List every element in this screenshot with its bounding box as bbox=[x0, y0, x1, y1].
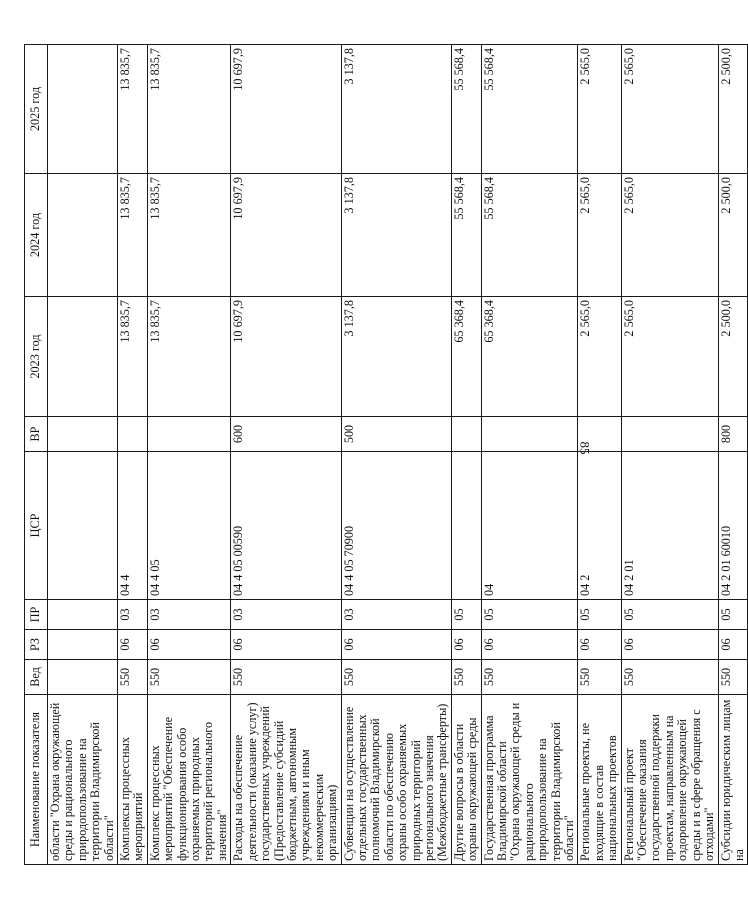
table-body bbox=[48, 45, 748, 865]
cell-ved: 550 bbox=[578, 660, 621, 695]
cell-name: Комплекс процессных мероприятий "Обеспечение функционирования особо охраняемых природных территорий регионального значения" bbox=[147, 695, 230, 865]
cell-2024: 13 835,7 bbox=[147, 174, 230, 297]
table-row bbox=[231, 45, 341, 865]
cell-vr bbox=[481, 417, 578, 452]
cell-pr bbox=[48, 600, 118, 630]
col-vr-header: ВР bbox=[25, 417, 48, 452]
col-2023-header: 2023 год bbox=[25, 297, 48, 417]
cell-rz: 06 bbox=[451, 630, 481, 660]
cell-name: Другие вопросы в области охраны окружающей среды bbox=[451, 695, 481, 865]
cell-name: Региональные проекты, не входящие в состав национальных проектов bbox=[578, 695, 621, 865]
cell-csr: 04 2 01 bbox=[621, 452, 718, 600]
cell-ved: 550 bbox=[481, 660, 578, 695]
cell-ved: 550 bbox=[147, 660, 230, 695]
cell-name: Региональный проект "Обеспечение оказания государственной поддержки проектам, направленным на оздоровление окружающей среды и в сфере обращения с отходами" bbox=[621, 695, 718, 865]
cell-rz: 06 bbox=[341, 630, 451, 660]
cell-2025: 13 835,7 bbox=[147, 45, 230, 174]
cell-rz: 06 bbox=[231, 630, 341, 660]
col-name-header: Наименование показателя bbox=[25, 695, 48, 865]
cell-rz: 06 bbox=[578, 630, 621, 660]
budget-table bbox=[24, 44, 748, 865]
table-row bbox=[451, 45, 481, 865]
cell-pr: 05 bbox=[578, 600, 621, 630]
cell-csr: 04 4 05 70900 bbox=[341, 452, 451, 600]
cell-2023 bbox=[48, 297, 118, 417]
cell-name: Субсидии юридическим лицам на bbox=[718, 695, 748, 865]
col-ved-header: Вед bbox=[25, 660, 48, 695]
table-row bbox=[147, 45, 230, 865]
cell-2025: 2 565,0 bbox=[621, 45, 718, 174]
cell-2023: 65 368,4 bbox=[451, 297, 481, 417]
cell-ved: 550 bbox=[718, 660, 748, 695]
col-2024-header: 2024 год bbox=[25, 174, 48, 297]
cell-csr: 04 bbox=[481, 452, 578, 600]
cell-2023: 3 137,8 bbox=[341, 297, 451, 417]
cell-vr bbox=[147, 417, 230, 452]
cell-ved bbox=[48, 660, 118, 695]
cell-2024: 55 568,4 bbox=[451, 174, 481, 297]
cell-2024 bbox=[48, 174, 118, 297]
cell-rz: 06 bbox=[118, 630, 148, 660]
cell-name: Расходы на обеспечение деятельности (оказание услуг) государственных учреждений (Предоставление субсидий бюджетным, автономным учреждениям и иным некоммерческим организациям) bbox=[231, 695, 341, 865]
cell-ved: 550 bbox=[231, 660, 341, 695]
cell-pr: 05 bbox=[621, 600, 718, 630]
table-row bbox=[341, 45, 451, 865]
cell-2025: 55 568,4 bbox=[451, 45, 481, 174]
page-number: 85 bbox=[577, 441, 593, 455]
cell-rz: 06 bbox=[718, 630, 748, 660]
cell-rz: 06 bbox=[621, 630, 718, 660]
cell-2024: 55 568,4 bbox=[481, 174, 578, 297]
cell-2024: 3 137,8 bbox=[341, 174, 451, 297]
cell-vr bbox=[621, 417, 718, 452]
cell-ved: 550 bbox=[341, 660, 451, 695]
table-row bbox=[118, 45, 148, 865]
cell-vr bbox=[48, 417, 118, 452]
cell-ved: 550 bbox=[118, 660, 148, 695]
cell-2024: 2 565,0 bbox=[621, 174, 718, 297]
cell-2024: 10 697,9 bbox=[231, 174, 341, 297]
cell-pr: 03 bbox=[147, 600, 230, 630]
cell-csr bbox=[48, 452, 118, 600]
table-row bbox=[621, 45, 718, 865]
cell-pr: 05 bbox=[718, 600, 748, 630]
cell-csr: 04 4 05 00590 bbox=[231, 452, 341, 600]
cell-2023: 2 500,0 bbox=[718, 297, 748, 417]
cell-2024: 2 500,0 bbox=[718, 174, 748, 297]
cell-rz: 06 bbox=[147, 630, 230, 660]
cell-2023: 2 565,0 bbox=[621, 297, 718, 417]
cell-2024: 2 565,0 bbox=[578, 174, 621, 297]
cell-rz: 06 bbox=[481, 630, 578, 660]
cell-ved: 550 bbox=[621, 660, 718, 695]
col-2025-header: 2025 год bbox=[25, 45, 48, 174]
col-csr-header: ЦСР bbox=[25, 452, 48, 600]
cell-vr bbox=[118, 417, 148, 452]
cell-vr bbox=[451, 417, 481, 452]
col-rz-header: РЗ bbox=[25, 630, 48, 660]
cell-name: Комплексы процессных мероприятий bbox=[118, 695, 148, 865]
cell-2023: 10 697,9 bbox=[231, 297, 341, 417]
cell-name: Субвенции на осуществление отдельных государственных полномочий Владимирской области по обеспечению охраны особо охраняемых природных территорий регионального значения (Межбюджетные трансферты) bbox=[341, 695, 451, 865]
cell-csr: 04 2 bbox=[578, 452, 621, 600]
cell-2023: 65 368,4 bbox=[481, 297, 578, 417]
cell-pr: 03 bbox=[231, 600, 341, 630]
cell-2025: 13 835,7 bbox=[118, 45, 148, 174]
table-row bbox=[48, 45, 118, 865]
cell-name: Государственная программа Владимирской области "Охрана окружающей среды и рационального природопользование на территории Владимирской области" bbox=[481, 695, 578, 865]
cell-vr: 500 bbox=[341, 417, 451, 452]
cell-pr: 05 bbox=[481, 600, 578, 630]
table-row bbox=[578, 45, 621, 865]
cell-2025: 55 568,4 bbox=[481, 45, 578, 174]
cell-csr bbox=[451, 452, 481, 600]
table-row bbox=[481, 45, 578, 865]
cell-ved: 550 bbox=[451, 660, 481, 695]
cell-rz bbox=[48, 630, 118, 660]
cell-pr: 03 bbox=[341, 600, 451, 630]
table-header-row bbox=[25, 45, 48, 865]
cell-name: области "Охрана окружающей среды и рационального природопользование на территории Владимирской области" bbox=[48, 695, 118, 865]
cell-2025: 3 137,8 bbox=[341, 45, 451, 174]
table-row bbox=[718, 45, 748, 865]
cell-vr bbox=[578, 417, 621, 452]
cell-pr: 03 bbox=[118, 600, 148, 630]
cell-2023: 13 835,7 bbox=[118, 297, 148, 417]
cell-2025: 2 565,0 bbox=[578, 45, 621, 174]
cell-2023: 13 835,7 bbox=[147, 297, 230, 417]
cell-vr: 800 bbox=[718, 417, 748, 452]
cell-2025: 2 500,0 bbox=[718, 45, 748, 174]
cell-2025 bbox=[48, 45, 118, 174]
col-pr-header: ПР bbox=[25, 600, 48, 630]
cell-csr: 04 2 01 60010 bbox=[718, 452, 748, 600]
cell-vr: 600 bbox=[231, 417, 341, 452]
cell-2025: 10 697,9 bbox=[231, 45, 341, 174]
cell-pr: 05 bbox=[451, 600, 481, 630]
cell-2023: 2 565,0 bbox=[578, 297, 621, 417]
cell-csr: 04 4 05 bbox=[147, 452, 230, 600]
cell-csr: 04 4 bbox=[118, 452, 148, 600]
cell-2024: 13 835,7 bbox=[118, 174, 148, 297]
